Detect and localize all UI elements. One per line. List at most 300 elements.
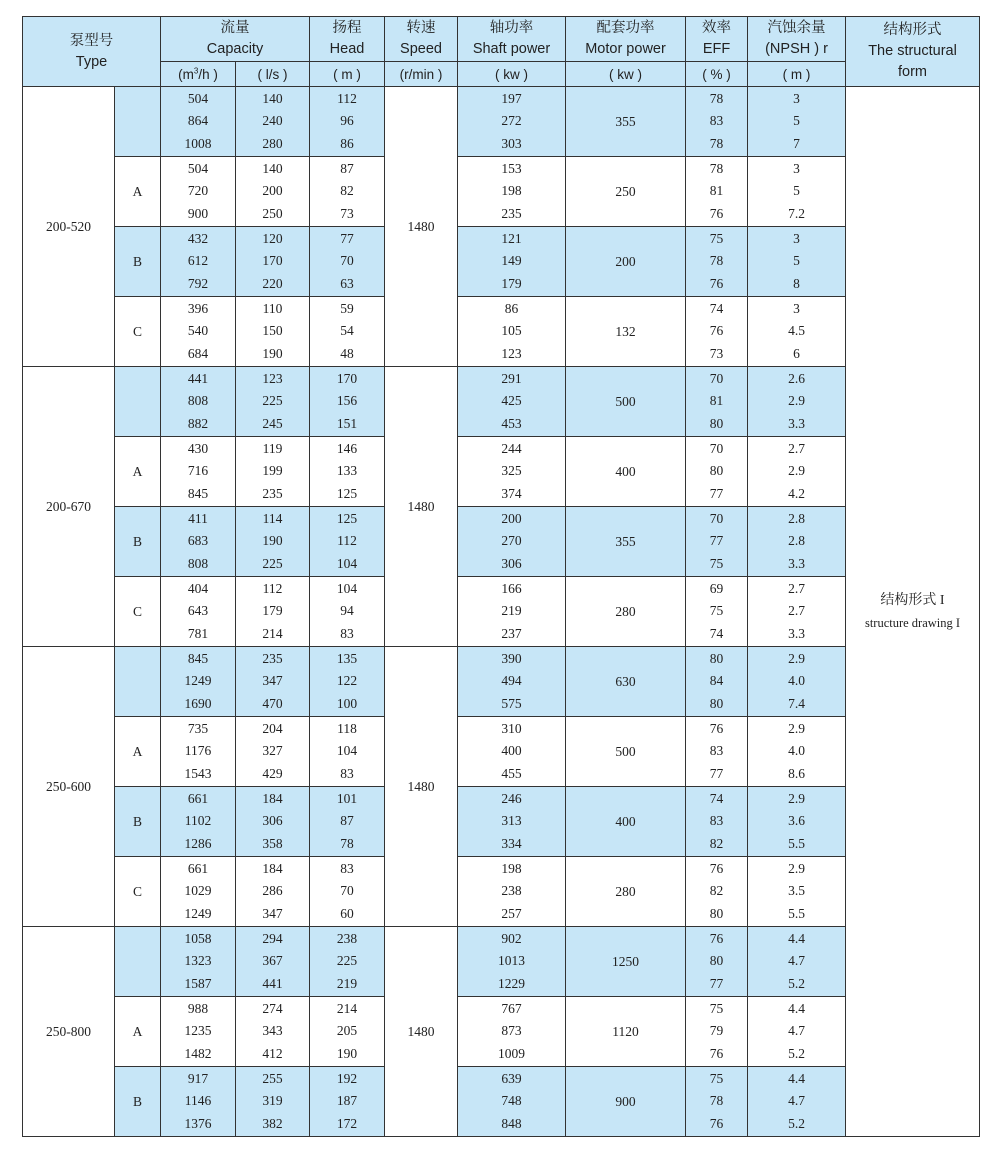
npsh-cell xyxy=(748,227,846,297)
eff-cell-value: 75 xyxy=(709,1000,724,1016)
eff-cell-value: 76 xyxy=(709,860,724,876)
head-cell-value: 187 xyxy=(336,1093,358,1109)
capacity-ls-cell-value: 367 xyxy=(262,953,283,969)
capacity-m3h-cell-value: 1249 xyxy=(184,905,212,921)
capacity-ls-cell-value: 140 xyxy=(262,90,283,106)
capacity-m3h-cell-value: 808 xyxy=(187,393,209,409)
capacity-m3h-cell-value: 504 xyxy=(187,90,209,106)
eff-cell-value: 76 xyxy=(709,1115,724,1131)
head-cell xyxy=(310,787,385,857)
header-structure-en1: The structural xyxy=(868,43,957,59)
npsh-cell-value: 3.3 xyxy=(788,555,805,571)
motor-power-cell: 900 xyxy=(566,1067,686,1137)
pump-type-cell: 200-670 xyxy=(23,367,115,647)
capacity-ls-cell-value: 319 xyxy=(262,1093,283,1109)
table-row xyxy=(23,787,980,857)
table-body xyxy=(23,87,980,1137)
capacity-ls-cell xyxy=(236,577,310,647)
npsh-cell-value: 3.3 xyxy=(788,415,805,431)
capacity-m3h-cell-value: 1376 xyxy=(184,1115,212,1131)
shaft-power-cell-value: 121 xyxy=(501,230,522,246)
npsh-cell-value: 2.7 xyxy=(788,603,805,619)
eff-cell-value: 70 xyxy=(709,510,724,526)
shaft-power-cell xyxy=(458,857,566,927)
variant-cell: A xyxy=(115,997,161,1067)
shaft-power-cell-value: 166 xyxy=(501,580,522,596)
capacity-m3h-cell-value: 661 xyxy=(187,790,209,806)
capacity-ls-cell-value: 200 xyxy=(262,183,283,199)
shaft-power-cell-value: 105 xyxy=(501,323,522,339)
npsh-cell-value: 3 xyxy=(793,160,800,176)
unit-m3h-base: (m xyxy=(178,66,194,82)
npsh-cell-value: 3.6 xyxy=(788,813,805,829)
shaft-power-cell-value: 270 xyxy=(501,533,522,549)
header-motor-power-zh: 配套功率 xyxy=(596,20,655,36)
shaft-power-cell-value: 310 xyxy=(501,720,522,736)
head-cell-value: 112 xyxy=(337,533,357,549)
shaft-power-cell xyxy=(458,227,566,297)
shaft-power-cell-value: 237 xyxy=(501,625,522,641)
speed-cell: 1480 xyxy=(385,367,458,647)
shaft-power-cell-value: 453 xyxy=(501,415,522,431)
eff-cell xyxy=(686,927,748,997)
capacity-m3h-cell-value: 504 xyxy=(187,160,209,176)
table-row xyxy=(23,1067,980,1137)
head-cell-value: 48 xyxy=(340,345,354,361)
head-cell-value: 112 xyxy=(337,90,357,106)
header-motor-power-en: Motor power xyxy=(585,41,666,57)
eff-cell-value: 76 xyxy=(709,275,724,291)
eff-cell-value: 76 xyxy=(709,720,724,736)
npsh-cell-value: 2.9 xyxy=(788,790,805,806)
npsh-cell-value: 4.4 xyxy=(788,930,805,946)
header-npsh-zh: 汽蚀余量 xyxy=(767,20,826,36)
unit-npsh: ( m ) xyxy=(748,62,846,87)
capacity-ls-cell-value: 114 xyxy=(262,510,283,526)
eff-cell-value: 70 xyxy=(709,440,724,456)
capacity-ls-cell xyxy=(236,717,310,787)
eff-cell xyxy=(686,717,748,787)
motor-power-cell: 630 xyxy=(566,647,686,717)
shaft-power-cell-value: 198 xyxy=(501,183,522,199)
variant-cell: A xyxy=(115,157,161,227)
eff-cell xyxy=(686,367,748,437)
capacity-m3h-cell xyxy=(161,507,236,577)
eff-cell-value: 78 xyxy=(709,90,724,106)
npsh-cell-value: 4.0 xyxy=(788,673,805,689)
capacity-m3h-cell-value: 792 xyxy=(187,275,209,291)
eff-cell-value: 76 xyxy=(709,1045,724,1061)
capacity-m3h-cell-value: 716 xyxy=(187,463,209,479)
shaft-power-cell-value: 238 xyxy=(501,883,522,899)
capacity-ls-cell-value: 306 xyxy=(262,813,283,829)
npsh-cell xyxy=(748,927,846,997)
shaft-power-cell-value: 494 xyxy=(501,673,522,689)
head-cell-value: 82 xyxy=(340,183,354,199)
capacity-m3h-cell-value: 1146 xyxy=(184,1093,212,1109)
npsh-cell-value: 5.5 xyxy=(788,905,805,921)
head-cell-value: 94 xyxy=(340,603,354,619)
shaft-power-cell-value: 902 xyxy=(501,930,522,946)
motor-power-cell: 1120 xyxy=(566,997,686,1067)
motor-power-cell: 500 xyxy=(566,717,686,787)
capacity-m3h-cell-value: 411 xyxy=(188,510,208,526)
shaft-power-cell-value: 325 xyxy=(501,463,522,479)
head-cell-value: 133 xyxy=(336,463,358,479)
head-cell-value: 73 xyxy=(340,205,354,221)
motor-power-cell: 1250 xyxy=(566,927,686,997)
table-row xyxy=(23,157,980,227)
table-row xyxy=(23,437,980,507)
eff-cell-value: 76 xyxy=(709,205,724,221)
eff-cell-value: 77 xyxy=(709,533,724,549)
capacity-m3h-cell-value: 1690 xyxy=(184,695,212,711)
shaft-power-cell-value: 200 xyxy=(501,510,522,526)
header-capacity-zh: 流量 xyxy=(220,20,250,36)
shaft-power-cell-value: 1009 xyxy=(498,1045,526,1061)
eff-cell-value: 75 xyxy=(709,1070,724,1086)
variant-cell: C xyxy=(115,297,161,367)
eff-cell-value: 74 xyxy=(709,300,724,316)
head-cell-value: 225 xyxy=(336,953,358,969)
capacity-m3h-cell-value: 781 xyxy=(187,625,209,641)
eff-cell xyxy=(686,1067,748,1137)
capacity-m3h-cell xyxy=(161,647,236,717)
capacity-ls-cell-value: 429 xyxy=(262,765,283,781)
shaft-power-cell-value: 313 xyxy=(501,813,522,829)
motor-power-cell: 355 xyxy=(566,87,686,157)
table-row xyxy=(23,87,980,157)
shaft-power-cell-value: 246 xyxy=(501,790,522,806)
eff-cell xyxy=(686,647,748,717)
eff-cell-value: 74 xyxy=(709,790,724,806)
capacity-m3h-cell-value: 684 xyxy=(187,345,209,361)
capacity-ls-cell-value: 245 xyxy=(262,415,283,431)
table-row xyxy=(23,297,980,367)
head-cell-value: 101 xyxy=(336,790,358,806)
shaft-power-cell-value: 123 xyxy=(501,345,522,361)
head-cell-value: 172 xyxy=(336,1115,358,1131)
capacity-m3h-cell xyxy=(161,367,236,437)
head-cell xyxy=(310,1067,385,1137)
head-cell-value: 87 xyxy=(340,813,354,829)
head-cell xyxy=(310,367,385,437)
capacity-ls-cell xyxy=(236,1067,310,1137)
capacity-ls-cell-value: 225 xyxy=(262,393,283,409)
npsh-cell xyxy=(748,297,846,367)
capacity-m3h-cell xyxy=(161,297,236,367)
header-npsh xyxy=(748,17,846,62)
capacity-ls-cell-value: 240 xyxy=(262,113,283,129)
shaft-power-cell-value: 197 xyxy=(501,90,522,106)
head-cell xyxy=(310,927,385,997)
variant-cell: B xyxy=(115,1067,161,1137)
npsh-cell-value: 3.3 xyxy=(788,625,805,641)
head-cell xyxy=(310,437,385,507)
eff-cell-value: 78 xyxy=(709,253,724,269)
eff-cell-value: 74 xyxy=(709,625,724,641)
shaft-power-cell-value: 334 xyxy=(501,835,522,851)
npsh-cell-value: 4.7 xyxy=(788,1023,805,1039)
shaft-power-cell xyxy=(458,297,566,367)
capacity-m3h-cell xyxy=(161,157,236,227)
shaft-power-cell xyxy=(458,717,566,787)
eff-cell-value: 80 xyxy=(709,463,724,479)
head-cell-value: 156 xyxy=(336,393,358,409)
head-cell-value: 125 xyxy=(336,510,358,526)
capacity-ls-cell xyxy=(236,367,310,437)
eff-cell-value: 80 xyxy=(709,415,724,431)
capacity-ls-cell-value: 286 xyxy=(262,883,283,899)
eff-cell xyxy=(686,157,748,227)
capacity-ls-cell-value: 235 xyxy=(262,485,283,501)
npsh-cell xyxy=(748,437,846,507)
eff-cell-value: 84 xyxy=(709,673,724,689)
head-cell-value: 146 xyxy=(336,440,358,456)
header-type-en: Type xyxy=(75,53,108,70)
npsh-cell-value: 2.8 xyxy=(788,533,805,549)
capacity-m3h-cell-value: 1587 xyxy=(184,975,212,991)
head-cell-value: 122 xyxy=(336,673,358,689)
capacity-ls-cell-value: 343 xyxy=(262,1023,283,1039)
capacity-m3h-cell-value: 1102 xyxy=(184,813,212,829)
header-npsh-en: (NPSH ) r xyxy=(765,41,828,57)
shaft-power-cell-value: 257 xyxy=(501,905,522,921)
head-cell xyxy=(310,297,385,367)
capacity-m3h-cell xyxy=(161,87,236,157)
capacity-m3h-cell xyxy=(161,857,236,927)
unit-shaft-power: ( kw ) xyxy=(458,62,566,87)
variant-cell: A xyxy=(115,437,161,507)
unit-head: ( m ) xyxy=(310,62,385,87)
eff-cell xyxy=(686,87,748,157)
npsh-cell-value: 3 xyxy=(793,230,800,246)
head-cell-value: 190 xyxy=(336,1045,358,1061)
unit-m3h-tail: /h ) xyxy=(198,66,218,82)
capacity-ls-cell-value: 119 xyxy=(262,440,283,456)
shaft-power-cell-value: 272 xyxy=(501,113,522,129)
capacity-ls-cell-value: 110 xyxy=(262,300,283,316)
capacity-ls-cell xyxy=(236,997,310,1067)
eff-cell xyxy=(686,997,748,1067)
head-cell-value: 60 xyxy=(340,905,354,921)
eff-cell xyxy=(686,577,748,647)
head-cell-value: 83 xyxy=(340,860,354,876)
shaft-power-cell xyxy=(458,787,566,857)
head-cell-value: 214 xyxy=(336,1000,358,1016)
capacity-ls-cell-value: 382 xyxy=(262,1115,283,1131)
capacity-m3h-cell-value: 432 xyxy=(187,230,209,246)
table-row xyxy=(23,857,980,927)
motor-power-cell: 500 xyxy=(566,367,686,437)
header-type-zh: 泵型号 xyxy=(69,32,114,49)
speed-cell: 1480 xyxy=(385,647,458,927)
pump-type-cell: 250-800 xyxy=(23,927,115,1137)
table-row xyxy=(23,997,980,1067)
capacity-ls-cell-value: 250 xyxy=(262,205,283,221)
capacity-m3h-cell-value: 864 xyxy=(187,113,209,129)
head-cell-value: 205 xyxy=(336,1023,358,1039)
npsh-cell-value: 3.5 xyxy=(788,883,805,899)
npsh-cell xyxy=(748,857,846,927)
capacity-m3h-cell-value: 1176 xyxy=(184,743,212,759)
capacity-m3h-cell xyxy=(161,927,236,997)
npsh-cell-value: 7 xyxy=(793,135,800,151)
capacity-ls-cell-value: 412 xyxy=(262,1045,283,1061)
npsh-cell-value: 5.2 xyxy=(788,1045,805,1061)
table-row xyxy=(23,717,980,787)
npsh-cell-value: 2.9 xyxy=(788,650,805,666)
spec-table-container xyxy=(22,16,979,1137)
header-shaft-power-en: Shaft power xyxy=(472,41,551,57)
shaft-power-cell-value: 1229 xyxy=(498,975,526,991)
unit-motor-power: ( kw ) xyxy=(566,62,686,87)
eff-cell-value: 77 xyxy=(709,485,724,501)
npsh-cell-value: 8 xyxy=(793,275,800,291)
structure-zh: 结构形式 I xyxy=(880,592,945,608)
capacity-ls-cell-value: 225 xyxy=(262,555,283,571)
capacity-m3h-cell-value: 1286 xyxy=(184,835,212,851)
capacity-ls-cell xyxy=(236,157,310,227)
header-speed-zh: 转速 xyxy=(406,20,436,36)
head-cell-value: 70 xyxy=(340,883,354,899)
capacity-m3h-cell-value: 917 xyxy=(187,1070,209,1086)
capacity-ls-cell xyxy=(236,227,310,297)
unit-m3h-sup: 3 xyxy=(193,66,199,75)
structure-en: structure drawing I xyxy=(864,615,961,630)
npsh-cell-value: 4.2 xyxy=(788,485,805,501)
head-cell-value: 78 xyxy=(340,835,354,851)
npsh-cell-value: 2.8 xyxy=(788,510,805,526)
motor-power-cell: 250 xyxy=(566,157,686,227)
structure-cell xyxy=(846,87,980,1137)
capacity-ls-cell-value: 274 xyxy=(262,1000,283,1016)
eff-cell-value: 83 xyxy=(709,813,724,829)
capacity-m3h-cell-value: 900 xyxy=(187,205,209,221)
head-cell-value: 104 xyxy=(336,555,358,571)
shaft-power-cell-value: 149 xyxy=(501,253,522,269)
capacity-m3h-cell-value: 1235 xyxy=(184,1023,212,1039)
motor-power-cell: 400 xyxy=(566,787,686,857)
capacity-m3h-cell-value: 1058 xyxy=(184,930,212,946)
capacity-m3h-cell-value: 1008 xyxy=(184,135,212,151)
shaft-power-cell xyxy=(458,437,566,507)
eff-cell-value: 76 xyxy=(709,323,724,339)
head-cell xyxy=(310,717,385,787)
header-structure xyxy=(846,17,980,87)
eff-cell xyxy=(686,297,748,367)
npsh-cell xyxy=(748,1067,846,1137)
capacity-m3h-cell-value: 1249 xyxy=(184,673,212,689)
npsh-cell-value: 6 xyxy=(793,345,800,361)
shaft-power-cell xyxy=(458,1067,566,1137)
npsh-cell-value: 2.7 xyxy=(788,440,805,456)
npsh-cell-value: 4.5 xyxy=(788,323,805,339)
speed-cell: 1480 xyxy=(385,927,458,1137)
capacity-m3h-cell-value: 441 xyxy=(187,370,209,386)
shaft-power-cell-value: 390 xyxy=(501,650,522,666)
head-cell-value: 100 xyxy=(336,695,358,711)
motor-power-cell: 200 xyxy=(566,227,686,297)
variant-cell: C xyxy=(115,857,161,927)
header-speed-en: Speed xyxy=(400,41,442,57)
header-capacity-en: Capacity xyxy=(206,41,264,57)
npsh-cell-value: 5.2 xyxy=(788,975,805,991)
shaft-power-cell-value: 374 xyxy=(501,485,522,501)
npsh-cell xyxy=(748,367,846,437)
eff-cell-value: 69 xyxy=(709,580,724,596)
npsh-cell-value: 7.4 xyxy=(788,695,805,711)
capacity-ls-cell xyxy=(236,787,310,857)
eff-cell-value: 75 xyxy=(709,230,724,246)
capacity-m3h-cell xyxy=(161,577,236,647)
pump-type-cell: 250-600 xyxy=(23,647,115,927)
eff-cell-value: 78 xyxy=(709,1093,724,1109)
shaft-power-cell-value: 748 xyxy=(501,1093,522,1109)
motor-power-cell: 355 xyxy=(566,507,686,577)
pump-type-cell: 200-520 xyxy=(23,87,115,367)
header-head-en: Head xyxy=(329,41,365,57)
motor-power-cell: 400 xyxy=(566,437,686,507)
npsh-cell-value: 2.6 xyxy=(788,370,805,386)
npsh-cell-value: 4.4 xyxy=(788,1000,805,1016)
header-capacity xyxy=(161,17,310,62)
head-cell-value: 104 xyxy=(336,743,358,759)
head-cell-value: 70 xyxy=(340,253,354,269)
variant-cell: B xyxy=(115,507,161,577)
head-cell-value: 118 xyxy=(337,720,357,736)
capacity-ls-cell xyxy=(236,297,310,367)
capacity-m3h-cell-value: 643 xyxy=(187,603,209,619)
capacity-m3h-cell-value: 1029 xyxy=(184,883,212,899)
capacity-m3h-cell-value: 988 xyxy=(187,1000,209,1016)
head-cell-value: 192 xyxy=(336,1070,358,1086)
capacity-m3h-cell-value: 540 xyxy=(187,323,209,339)
motor-power-cell: 280 xyxy=(566,577,686,647)
speed-cell: 1480 xyxy=(385,87,458,367)
npsh-cell-value: 2.9 xyxy=(788,860,805,876)
eff-cell-value: 70 xyxy=(709,370,724,386)
capacity-m3h-cell-value: 845 xyxy=(187,650,209,666)
capacity-ls-cell xyxy=(236,857,310,927)
head-cell-value: 83 xyxy=(340,625,354,641)
head-cell xyxy=(310,577,385,647)
head-cell-value: 219 xyxy=(336,975,358,991)
head-cell-value: 125 xyxy=(336,485,358,501)
eff-cell xyxy=(686,507,748,577)
table-header xyxy=(23,17,980,87)
eff-cell-value: 75 xyxy=(709,555,724,571)
npsh-cell-value: 4.0 xyxy=(788,743,805,759)
capacity-ls-cell-value: 170 xyxy=(262,253,283,269)
npsh-cell-value: 5 xyxy=(793,183,800,199)
capacity-ls-cell-value: 220 xyxy=(262,275,283,291)
header-speed xyxy=(385,17,458,62)
eff-cell-value: 83 xyxy=(709,743,724,759)
capacity-ls-cell-value: 255 xyxy=(262,1070,283,1086)
capacity-m3h-cell xyxy=(161,1067,236,1137)
variant-cell xyxy=(115,87,161,157)
capacity-m3h-cell-value: 1543 xyxy=(184,765,212,781)
capacity-ls-cell xyxy=(236,927,310,997)
header-head xyxy=(310,17,385,62)
npsh-cell-value: 5 xyxy=(793,113,800,129)
npsh-cell-value: 5.5 xyxy=(788,835,805,851)
unit-m3h xyxy=(161,62,236,87)
capacity-m3h-cell-value: 404 xyxy=(187,580,209,596)
header-head-zh: 扬程 xyxy=(332,20,362,36)
eff-cell xyxy=(686,787,748,857)
